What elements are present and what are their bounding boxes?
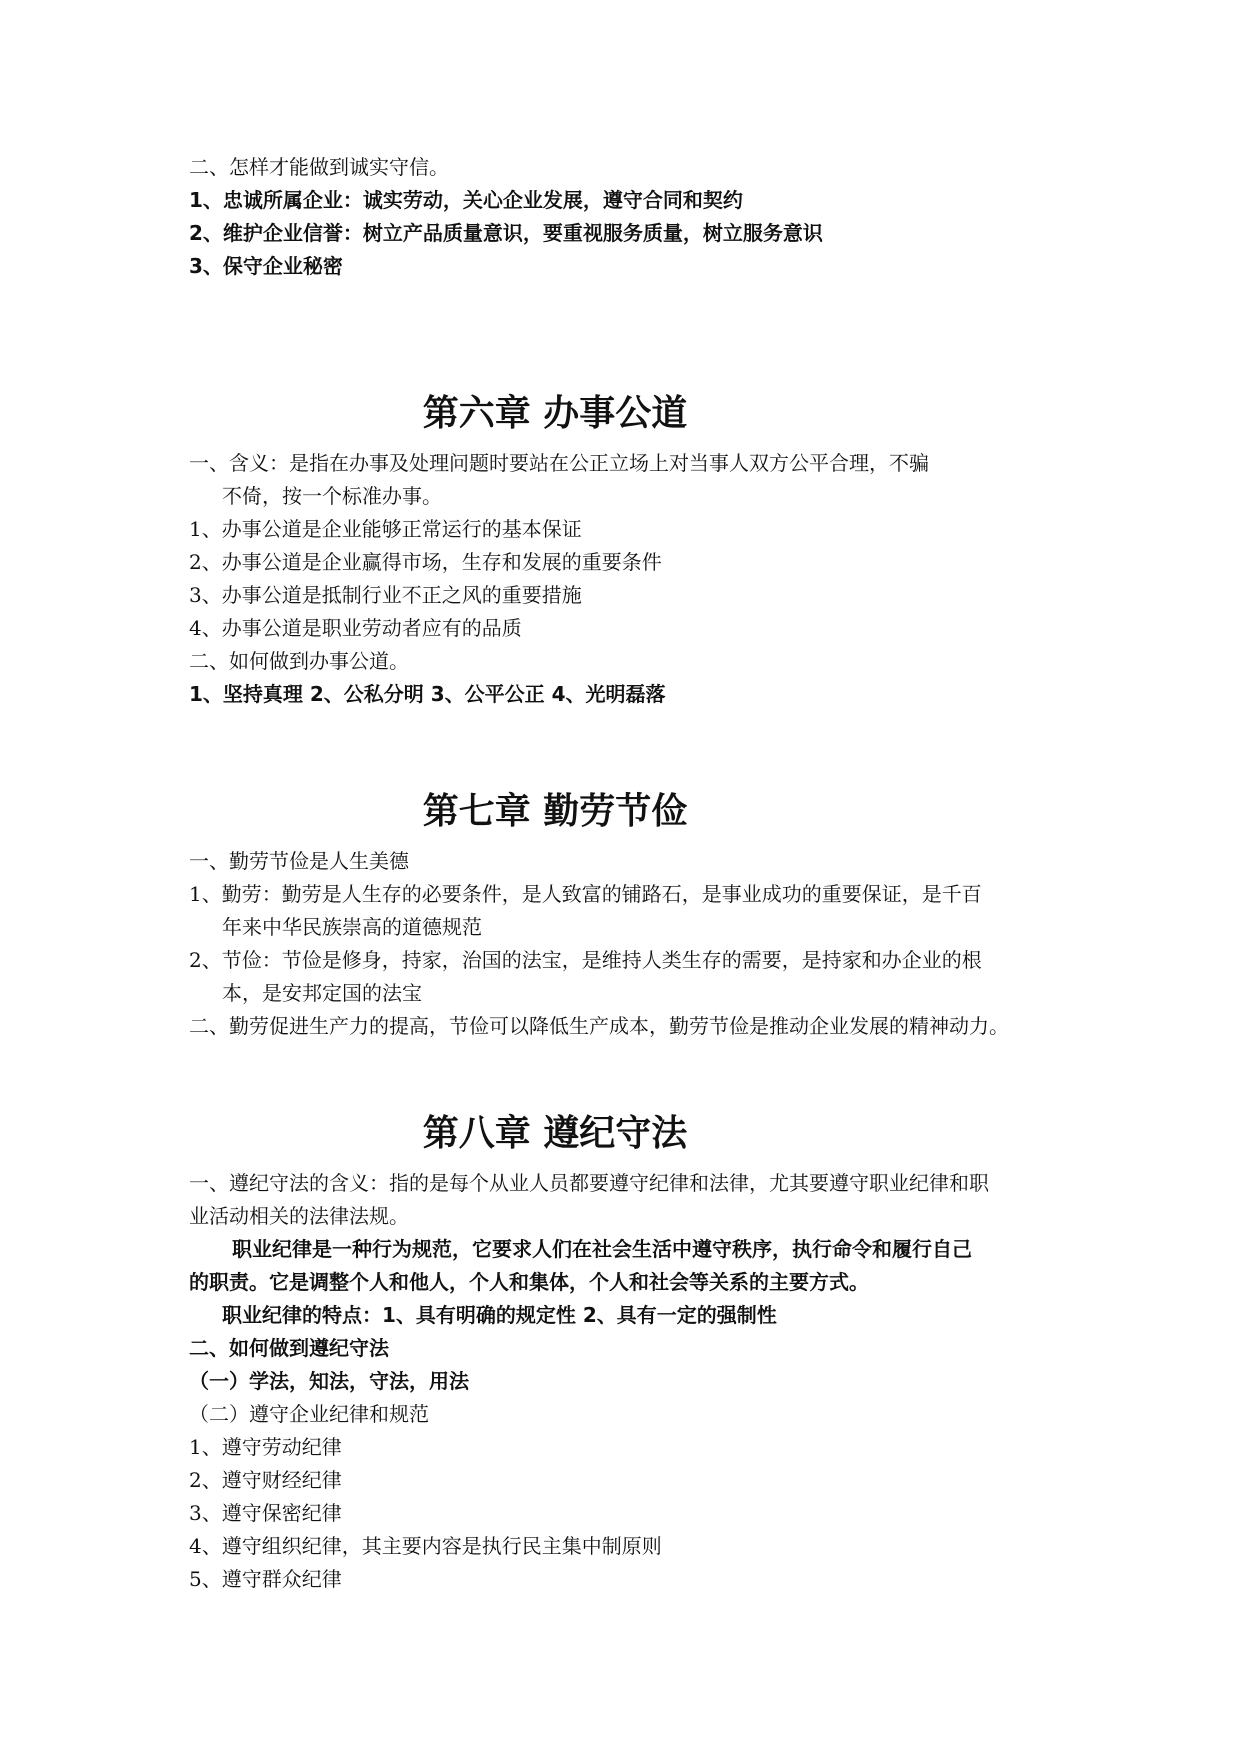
list-item: 2、节俭：节俭是修身，持家，治国的法宝，是维持人类生存的需要，是持家和办企业的根 xyxy=(189,948,982,972)
list-item: 3、办事公道是抵制行业不正之风的重要措施 xyxy=(189,583,582,607)
section-heading: 二、如何做到办事公道。 xyxy=(189,649,409,673)
list-item: 5、遵守群众纪律 xyxy=(189,1567,342,1591)
paragraph-line: 的职责。它是调整个人和他人，个人和集体，个人和社会等关系的主要方式。 xyxy=(189,1270,869,1294)
definition-line: 不倚，按一个标准办事。 xyxy=(222,484,442,508)
definition-line: 业活动相关的法律法规。 xyxy=(189,1204,409,1228)
subsection-heading: （二）遵守企业纪律和规范 xyxy=(189,1402,429,1426)
chapter8-title: 第八章 遵纪守法 xyxy=(422,1112,688,1154)
section-heading: 一、勤劳节俭是人生美德 xyxy=(189,849,409,873)
list-item: 1、坚持真理 2、公私分明 3、公平公正 4、光明磊落 xyxy=(189,682,666,706)
chapter7-title: 第七章 勤劳节俭 xyxy=(422,790,688,832)
list-item-continuation: 年来中华民族崇高的道德规范 xyxy=(222,915,482,939)
section-heading: 二、如何做到遵纪守法 xyxy=(189,1336,389,1360)
section-heading: 二、勤劳促进生产力的提高，节俭可以降低生产成本，勤劳节俭是推动企业发展的精神动力。 xyxy=(189,1014,1009,1038)
definition-line: 一、遵纪守法的含义：指的是每个从业人员都要遵守纪律和法律，尤其要遵守职业纪律和职 xyxy=(189,1171,989,1195)
features-line: 职业纪律的特点：1、具有明确的规定性 2、具有一定的强制性 xyxy=(222,1303,777,1327)
chapter6-title: 第六章 办事公道 xyxy=(422,392,688,434)
list-item: 1、勤劳：勤劳是人生存的必要条件，是人致富的铺路石，是事业成功的重要保证，是千百 xyxy=(189,882,982,906)
list-item: 1、办事公道是企业能够正常运行的基本保证 xyxy=(189,517,582,541)
list-item: 2、办事公道是企业赢得市场，生存和发展的重要条件 xyxy=(189,550,662,574)
list-item: 3、遵守保密纪律 xyxy=(189,1501,342,1525)
list-item: 4、遵守组织纪律，其主要内容是执行民主集中制原则 xyxy=(189,1534,662,1558)
definition-line: 一、含义：是指在办事及处理问题时要站在公正立场上对当事人双方公平合理，不骗 xyxy=(189,451,929,475)
list-item: 1、遵守劳动纪律 xyxy=(189,1435,342,1459)
paragraph-line: 职业纪律是一种行为规范，它要求人们在社会生活中遵守秩序，执行命令和履行自己 xyxy=(232,1237,972,1261)
section-heading: 二、怎样才能做到诚实守信。 xyxy=(189,155,449,179)
list-item: 2、维护企业信誉：树立产品质量意识，要重视服务质量，树立服务意识 xyxy=(189,221,823,245)
list-item: 2、遵守财经纪律 xyxy=(189,1468,342,1492)
list-item-continuation: 本，是安邦定国的法宝 xyxy=(222,981,422,1005)
list-item: 1、忠诚所属企业：诚实劳动，关心企业发展，遵守合同和契约 xyxy=(189,188,743,212)
list-item: 3、保守企业秘密 xyxy=(189,254,343,278)
list-item: 4、办事公道是职业劳动者应有的品质 xyxy=(189,616,522,640)
subsection-heading: （一）学法，知法，守法，用法 xyxy=(189,1369,469,1393)
